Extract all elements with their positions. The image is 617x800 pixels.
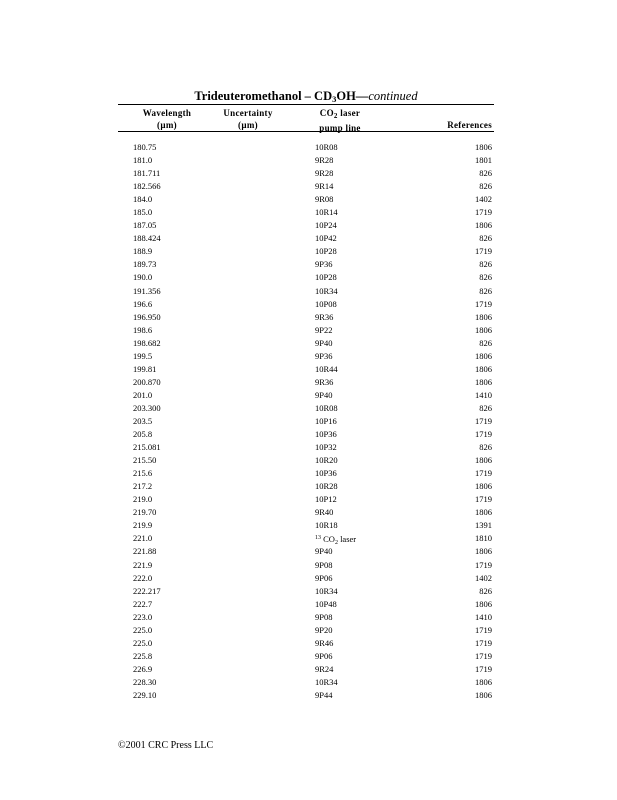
wavelength-cell: 223.0 [133, 611, 153, 622]
table-row [118, 467, 494, 480]
reference-cell: 1402 [475, 572, 492, 583]
table-row [118, 311, 494, 324]
wavelength-cell: 219.9 [133, 520, 153, 531]
wavelength-cell: 181.711 [133, 168, 161, 179]
reference-cell: 1719 [475, 298, 492, 309]
wavelength-cell: 198.6 [133, 324, 153, 335]
reference-cell: 1801 [475, 155, 492, 166]
table-row [118, 350, 494, 363]
pump-line-cell: 9P40 [315, 389, 333, 400]
reference-cell: 1806 [475, 676, 492, 687]
table-row [118, 454, 494, 467]
pump-line-cell: 10R08 [315, 402, 338, 413]
reference-cell: 826 [479, 585, 492, 596]
header-uncertainty-label: Uncertainty [223, 108, 273, 118]
pump-line-cell: 9P40 [315, 337, 333, 348]
wavelength-cell: 190.0 [133, 272, 153, 283]
pump-line-cell: 9P06 [315, 572, 333, 583]
reference-cell: 826 [479, 442, 492, 453]
wavelength-cell: 229.10 [133, 689, 157, 700]
reference-cell: 1719 [475, 494, 492, 505]
table-row [118, 363, 494, 376]
pump-line-cell: 10R14 [315, 207, 338, 218]
pump-line-cell: 10P24 [315, 220, 337, 231]
reference-cell: 826 [479, 337, 492, 348]
wavelength-cell: 191.356 [133, 285, 161, 296]
wavelength-cell: 203.5 [133, 415, 153, 426]
table-row [118, 271, 494, 284]
table-row [118, 402, 494, 415]
table-row [118, 154, 494, 167]
pump-line-cell: 9P40 [315, 546, 333, 557]
pump-line-cell: 9R28 [315, 155, 334, 166]
pump-line-cell: 9P06 [315, 650, 333, 661]
table-row [118, 415, 494, 428]
reference-cell: 1719 [475, 415, 492, 426]
wavelength-cell: 221.88 [133, 546, 157, 557]
reference-cell: 1806 [475, 142, 492, 152]
reference-cell: 1806 [475, 376, 492, 387]
wavelength-cell: 225.0 [133, 637, 153, 648]
reference-cell: 826 [479, 259, 492, 270]
table-row [118, 441, 494, 454]
table-title [118, 89, 494, 104]
pump-line-cell: 10P12 [315, 494, 337, 505]
table-row [118, 598, 494, 611]
reference-cell: 826 [479, 402, 492, 413]
pump-line-cell: 10P08 [315, 298, 337, 309]
reference-cell: 1806 [475, 363, 492, 374]
header-wavelength-label: Wavelength [142, 108, 192, 118]
wavelength-cell: 201.0 [133, 389, 153, 400]
table-row [118, 585, 494, 598]
pump-line-cell: 9R08 [315, 194, 334, 205]
pump-line-cell: 10R34 [315, 285, 338, 296]
wavelength-cell: 219.0 [133, 494, 153, 505]
pump-line-cell: 10R08 [315, 142, 338, 152]
column-header-pump-line [300, 107, 380, 134]
reference-cell: 1806 [475, 324, 492, 335]
wavelength-cell: 221.9 [133, 559, 153, 570]
reference-cell: 1806 [475, 350, 492, 361]
pump-line-cell: 10P32 [315, 442, 337, 453]
table-row [118, 219, 494, 232]
pump-line-cell: 9R36 [315, 311, 334, 322]
pump-line-cell: 9R28 [315, 168, 334, 179]
table-row [118, 258, 494, 271]
table-row [118, 559, 494, 572]
wavelength-cell: 185.0 [133, 207, 153, 218]
copyright-footer: ©2001 CRC Press LLC [118, 740, 214, 751]
wavelength-cell: 222.7 [133, 598, 153, 609]
table-row [118, 167, 494, 180]
wavelength-cell: 225.8 [133, 650, 153, 661]
pump-line-cell: 9R14 [315, 181, 334, 192]
pump-line-cell: 10P36 [315, 468, 337, 479]
table-row [118, 337, 494, 350]
pump-line-cell: 9R36 [315, 376, 334, 387]
table-row [118, 180, 494, 193]
reference-cell: 1806 [475, 220, 492, 231]
wavelength-cell: 221.0 [133, 533, 153, 544]
table-row [118, 428, 494, 441]
table-row [118, 611, 494, 624]
reference-cell: 1402 [475, 194, 492, 205]
header-wavelength-unit: (µm) [157, 120, 177, 130]
pump-line-cell: 9P20 [315, 624, 333, 635]
title-main: Trideuteromethanol – CD [194, 89, 333, 103]
pump-line-cell: 9R46 [315, 637, 334, 648]
pump-line-cell: 9P08 [315, 559, 333, 570]
reference-cell: 1719 [475, 246, 492, 257]
table-row [118, 676, 494, 689]
table-row [118, 480, 494, 493]
header-top-rule [118, 104, 494, 105]
column-header-wavelength [127, 107, 207, 131]
reference-cell: 826 [479, 168, 492, 179]
wavelength-cell: 219.70 [133, 507, 157, 518]
title-rest: OH— [336, 89, 369, 103]
wavelength-cell: 189.73 [133, 259, 157, 270]
table-row [118, 324, 494, 337]
wavelength-cell: 184.0 [133, 194, 153, 205]
pump-line-cell: 10P36 [315, 429, 337, 440]
table-body [118, 141, 494, 702]
wavelength-cell: 225.0 [133, 624, 153, 635]
wavelength-cell: 196.6 [133, 298, 153, 309]
title-continued: continued [368, 89, 418, 103]
wavelength-cell: 180.75 [133, 142, 157, 152]
reference-cell: 1719 [475, 650, 492, 661]
reference-cell: 1806 [475, 598, 492, 609]
table-row [118, 376, 494, 389]
header-co2-sub: 2 [333, 112, 338, 120]
wavelength-cell: 215.50 [133, 455, 157, 466]
wavelength-cell: 181.0 [133, 155, 153, 166]
table-row [118, 545, 494, 558]
table-row [118, 193, 494, 206]
pump-line-cell: 10R34 [315, 676, 338, 687]
wavelength-cell: 199.5 [133, 350, 153, 361]
pump-line-cell: 9P36 [315, 350, 333, 361]
table-row [118, 624, 494, 637]
wavelength-cell: 200.870 [133, 376, 161, 387]
wavelength-cell: 198.682 [133, 337, 161, 348]
pump-line-cell: 10R20 [315, 455, 338, 466]
pump-line-cell: 9R40 [315, 507, 334, 518]
table-row [118, 206, 494, 219]
title-subscript: 3 [332, 94, 337, 104]
reference-cell: 1719 [475, 637, 492, 648]
wavelength-cell: 228.30 [133, 676, 157, 687]
wavelength-cell: 199.81 [133, 363, 157, 374]
pump-line-cell: 9P36 [315, 259, 333, 270]
pump-line-cell: 9P44 [315, 689, 333, 700]
reference-cell: 1410 [475, 611, 492, 622]
pump-line-part: 2 [334, 540, 338, 547]
column-header-uncertainty [208, 107, 288, 131]
table-row [118, 389, 494, 402]
table-row [118, 663, 494, 676]
column-header-references: References [447, 120, 492, 130]
header-pump-line: pump line [319, 123, 361, 133]
reference-cell: 1806 [475, 546, 492, 557]
reference-cell: 1719 [475, 559, 492, 570]
pump-line-part: CO [321, 534, 335, 545]
table-row [118, 689, 494, 702]
pump-line-cell: 10P28 [315, 246, 337, 257]
table-row [118, 141, 494, 154]
pump-line-cell: 9P22 [315, 324, 333, 335]
reference-cell: 1806 [475, 455, 492, 466]
table-row [118, 532, 494, 545]
pump-line-cell: 10R34 [315, 585, 338, 596]
wavelength-cell: 222.0 [133, 572, 153, 583]
wavelength-cell: 226.9 [133, 663, 153, 674]
pump-line-cell: 10R18 [315, 520, 338, 531]
reference-cell: 826 [479, 233, 492, 244]
header-co2-laser [300, 107, 380, 122]
reference-cell: 1410 [475, 389, 492, 400]
header-co2-a: CO [319, 108, 334, 118]
pump-line-cell: 10R44 [315, 363, 338, 374]
reference-cell: 1719 [475, 429, 492, 440]
reference-cell: 1719 [475, 207, 492, 218]
wavelength-cell: 215.081 [133, 442, 161, 453]
reference-cell: 1806 [475, 481, 492, 492]
table-row [118, 506, 494, 519]
reference-cell: 1719 [475, 468, 492, 479]
reference-cell: 1719 [475, 624, 492, 635]
pump-line-part: laser [337, 534, 357, 545]
pump-line-cell: 10P16 [315, 415, 337, 426]
pump-line-cell: 9P08 [315, 611, 333, 622]
wavelength-cell: 222.217 [133, 585, 161, 596]
pump-line-part: 13 [315, 535, 321, 542]
reference-cell: 1719 [475, 663, 492, 674]
header-bottom-rule [118, 131, 494, 132]
reference-cell: 1806 [475, 689, 492, 700]
wavelength-cell: 203.300 [133, 402, 161, 413]
table-row [118, 650, 494, 663]
pump-line-cell: 9R24 [315, 663, 334, 674]
table-row [118, 232, 494, 245]
table-row [118, 572, 494, 585]
pump-line-cell: 10R28 [315, 481, 338, 492]
header-co2-b: laser [337, 108, 361, 118]
wavelength-cell: 188.9 [133, 246, 153, 257]
reference-cell: 1810 [475, 533, 492, 544]
reference-cell: 1806 [475, 311, 492, 322]
pump-line-cell: 10P48 [315, 598, 337, 609]
wavelength-cell: 217.2 [133, 481, 153, 492]
wavelength-cell: 215.6 [133, 468, 153, 479]
wavelength-cell: 182.566 [133, 181, 161, 192]
reference-cell: 1391 [475, 520, 492, 531]
table-row [118, 519, 494, 532]
pump-line-cell: 10P28 [315, 272, 337, 283]
pump-line-cell: 10P42 [315, 233, 337, 244]
reference-cell: 1806 [475, 507, 492, 518]
wavelength-cell: 188.424 [133, 233, 161, 244]
reference-cell: 826 [479, 285, 492, 296]
table-row [118, 637, 494, 650]
reference-cell: 826 [479, 181, 492, 192]
table-row [118, 245, 494, 258]
reference-cell: 826 [479, 272, 492, 283]
wavelength-cell: 196.950 [133, 311, 161, 322]
table-row [118, 493, 494, 506]
table-row [118, 285, 494, 298]
wavelength-cell: 205.8 [133, 429, 153, 440]
wavelength-cell: 187.05 [133, 220, 157, 231]
header-uncertainty-unit: (µm) [238, 120, 258, 130]
table-row [118, 298, 494, 311]
